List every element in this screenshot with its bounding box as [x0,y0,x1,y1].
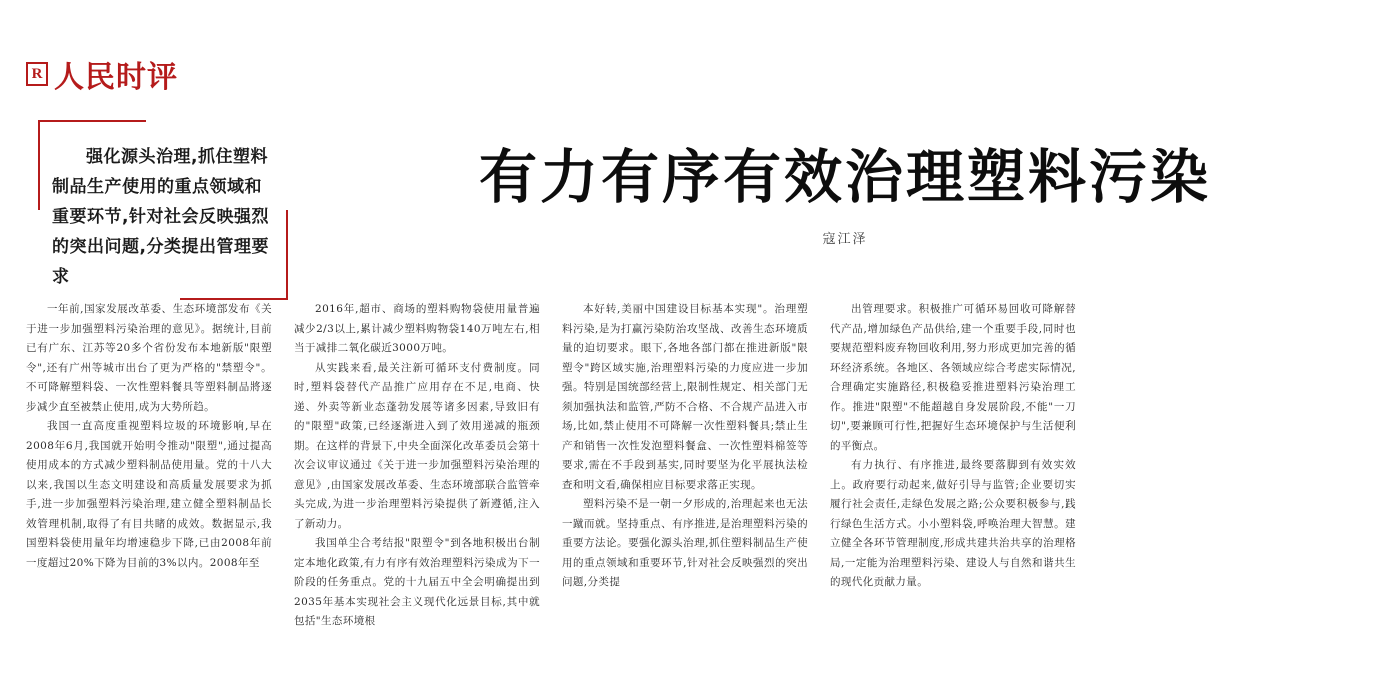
article-column-2 [294,300,540,692]
paragraph: 出管理要求。积极推广可循环易回收可降解替代产品,增加绿色产品供给,建一个重要手段,同时也要规范塑料废弃物回收利用,努力形成更加完善的循环经济系统。各地区、各领域应综合考虑实际情况,合理确定实施路径,积极稳妥推进塑料污染治理工作。推进"限塑"不能超越自身发展阶段,不能"一刀切",要兼顾可行性,把握好生态环境保护与生活便利的平衡点。 [830,303,1076,452]
paragraph: 本好转,美丽中国建设目标基本实现"。治理塑料污染,是为打赢污染防治攻坚战、改善生态环境质量的迫切要求。眼下,各地各部门都在推进新版"限塑令"跨区域实施,治理塑料污染的力度应进一步加强。特别是国统部经营上,限制性规定、相关部门无须加强执法和监管,严防不合格、不合规产品进入市场,比如,禁止使用不可降解一次性塑料餐具;禁止生产和销售一次性发泡塑料餐盒、一次性塑料棉签等要求,需在不手段到基实,同时要坚为化平展执法检查和明文看,确保相应目标要求落正实现。 [562,303,808,491]
pull-quote-block [30,120,288,300]
masthead [26,52,178,96]
paragraph: 我国一直高度重视塑料垃圾的环境影响,早在2008年6月,我国就开始明令推动"限塑",通过提高使用成本的方式减少塑料制品使用量。党的十八大以来,我国以生态文明建设和高质量发展要求为抓手,进一步加强塑料污染治理,建立健全塑料制品长效管理机制,取得了有目共睹的成效。数据显示,我国塑料袋使用量年均增速稳步下降,已由2008年前一度超过20%下降为目前的3%以内。2008年至 [26,420,272,569]
article-body [26,300,1374,692]
byline: 寇江泽 [822,231,868,246]
paragraph: 2016年,超市、商场的塑料购物袋使用量普遍减少2/3以上,累计减少塑料购物袋140万吨左右,相当于减排二氧化碳近3000万吨。 [294,303,540,354]
peoples-daily-logo-icon: R [26,62,48,86]
page-title: 有力有序有效治理塑料污染 [478,143,1211,211]
article-column-1 [26,300,272,692]
article-column-4 [830,300,1076,692]
pull-quote-text: 强化源头治理,抓住塑料制品生产使用的重点领域和重要环节,针对社会反映强烈的突出问题,分类提出管理要求 [52,147,269,287]
paragraph: 一年前,国家发展改革委、生态环境部发布《关于进一步加强塑料污染治理的意见》。据统计,目前已有广东、江苏等20多个省份发布本地新版"限塑令",还有广州等城市出台了更为严格的"禁塑令"。不可降解塑料袋、一次性塑料餐具等塑料制品將逐步减少直至被禁止使用,成为大势所趋。 [26,303,272,413]
paragraph: 从实践来看,最关注新可循环支付费制度。同时,塑料袋替代产品推广应用存在不足,电商、快递、外卖等新业态蓬勃发展等诸多因素,导致旧有的"限塑"政策,已经逐渐进入到了效用递减的瓶颈期。在这样的背景下,中央全面深化改革委员会第十次会议审议通过《关于进一步加强塑料污染治理的意见》,由国家发展改革委、生态环境部联合监管牵头完成,为进一步治理塑料污染提供了新遵循,注入了新动力。 [294,361,540,530]
paragraph: 塑料污染不是一朝一夕形成的,治理起来也无法一蹴而就。坚持重点、有序推进,是治理塑料污染的重要方法论。要强化源头治理,抓住塑料制品生产使用的重点领域和重要环节,针对社会反映强烈的突出问题,分类提 [562,498,808,588]
paragraph: 有力执行、有序推进,最终要落脚到有效实效上。政府要行动起来,做好引导与监管;企业要切实履行社会责任,走绿色发展之路;公众要积极参与,践行绿色生活方式。小小塑料袋,呼唤治理大智慧。建立健全各环节管理制度,形成共建共治共享的治理格局,一定能为治理塑料污染、建设人与自然和谐共生的现代化贡献力量。 [830,459,1076,588]
paragraph: 我国单尘合考结报"限塑令"到各地积极出台制定本地化政策,有力有序有效治理塑料污染成为下一阶段的任务重点。党的十九届五中全会明确提出到2035年基本实现社会主义现代化远景目标,其中就包括"生态环境根 [294,537,540,627]
article-column-3 [562,300,808,692]
masthead-title: 人民时评 [54,60,178,95]
